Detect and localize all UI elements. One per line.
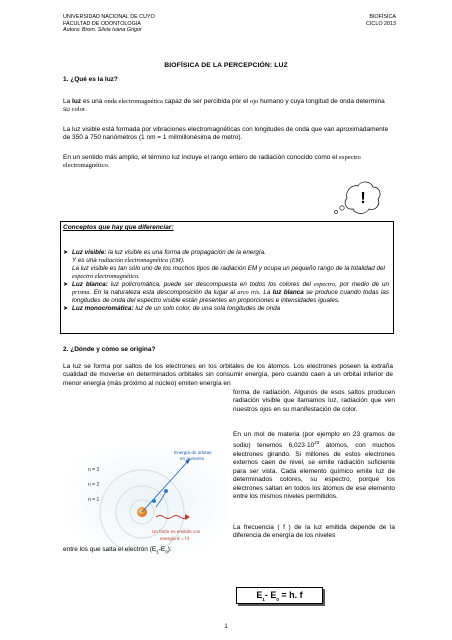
bullet-arrow-icon: ➤ — [63, 249, 69, 256]
concept-luz-blanca: ➤ Luz blanca: luz policromática, puede ser descompuesta en todos los colores del espectro, por medio de un prisma. En la naturaleza esta descomposición da lugar al arco iris. La luz blanca se produce cuando todas las longitudes de onda del espectro visible están presentes en proporciones e intensidades iguales. — [63, 281, 389, 304]
section1-paragraph-2: La luz visible está formada por vibraciones electromagnéticas con longitudes de onda que van aproximadamente de 350 a 750 nanómetros (1 nm = 1 milmillonésima de metro). — [63, 126, 389, 142]
label-n1: n = 1 — [88, 497, 100, 503]
header-author: Autora: Brom. Silvia Ivana Grigor — [63, 27, 142, 34]
label-orbits-line2: en aumento — [180, 456, 205, 461]
section1-paragraph-3: En un sentido más amplio, el término luz incluye el rango entero de radiación conocido como el espectro electromagnético. — [63, 154, 361, 170]
header-right — [366, 14, 396, 27]
atom-orbit-diagram — [70, 447, 227, 552]
label-photon-line2: energía E = hf — [160, 536, 189, 541]
energy-equation-box: $E_1-$ $E_0 = h$. f — [236, 587, 323, 604]
electron-dot — [164, 489, 168, 493]
header-subject: BIOFÍSICA — [369, 14, 396, 20]
label-photon-line1: Un fotón es emitido con — [152, 529, 201, 534]
section1-paragraph-1: La luz es una onda electromagnética capaz de ser percibida por el ojo humano y cuya longitud de onda determina su color. — [63, 98, 385, 114]
electron-dot — [152, 499, 156, 503]
section1-heading: 1. ¿Qué es la luz? — [63, 76, 118, 83]
section2-heading: 2. ¿Dónde y cómo se origina? — [63, 346, 156, 353]
page-number: 1 — [224, 624, 228, 630]
bullet-arrow-icon: ➤ — [63, 281, 69, 288]
section2-bottom-left: entre los que salta el electrón $(E_1-E_0)$: — [63, 546, 172, 555]
label-n2: n = 2 — [88, 482, 100, 488]
label-orbits-line1: Energía de órbitas — [174, 450, 212, 455]
header-faculty: FACULTAD DE ODONTOLOGIA — [63, 20, 141, 27]
label-n3: n = 3 — [88, 467, 100, 473]
thought-mark: ! — [360, 190, 366, 207]
concept-luz-monocromatica: ➤ Luz monocromática: luz de un solo color, de una sola longitudes de onda — [63, 305, 281, 312]
header-university: UNIVERSIDAD NACIONAL DE CUYO — [63, 14, 155, 20]
section2-right-paragraph-3: La frecuencia ( f ) de la luz emitida depende de la diferencia de energía de los niveles — [233, 524, 395, 540]
header-cycle: CICLO 2013 — [366, 20, 396, 27]
section2-right-paragraph-2: En un mol de materia (por ejemplo en 23 gramos de sodio) tenemos $6,023\cdot 10^{23}$ átomos, con muchos electrones girando. Si millones de estos electrones externos caen de nivel, se emite radiación suficiente para ser vista. Cada elemento químico emite luz de determinados colores, su espectro, porque los electrones saltan en todos los átomos de ese elemento entre los mismos niveles permitidos. — [233, 431, 396, 500]
page-title: BIOFÍSICA DE LA PERCEPCIÓN: LUZ — [164, 62, 288, 69]
section2-paragraph-1: La luz se forma por saltos de los electrones en los orbitales de los átomos. Los electrones poseen la extraña cualidad de moverse en determinados orbitales sin consumir energía, pero cuando caen a un orbital inferior de menor energía (más próximo al núcleo) emiten energía en — [63, 363, 393, 387]
section2-right-paragraph-1: forma de radiación. Algunos de esos saltos producen radiación visible que llamamos luz, radiación que ven nuestros ojos en su manifestación de color. — [233, 389, 395, 413]
concepts-list — [63, 249, 389, 313]
bullet-arrow-icon: ➤ — [63, 305, 69, 312]
concept-luz-visible: ➤ Luz visible: la luz visible es una forma de propagación de la energía. Y es una radiación electromagnética (EM). La luz visible es tan sólo uno de los muchos tipos de radiación EM y ocupa un pequeño rango de la totalidad del espectro electromagnético. — [63, 249, 385, 280]
thought-bubble-icon — [333, 178, 383, 218]
header-left — [63, 14, 155, 34]
concepts-title: Conceptos que hay que diferenciar: — [63, 224, 174, 231]
